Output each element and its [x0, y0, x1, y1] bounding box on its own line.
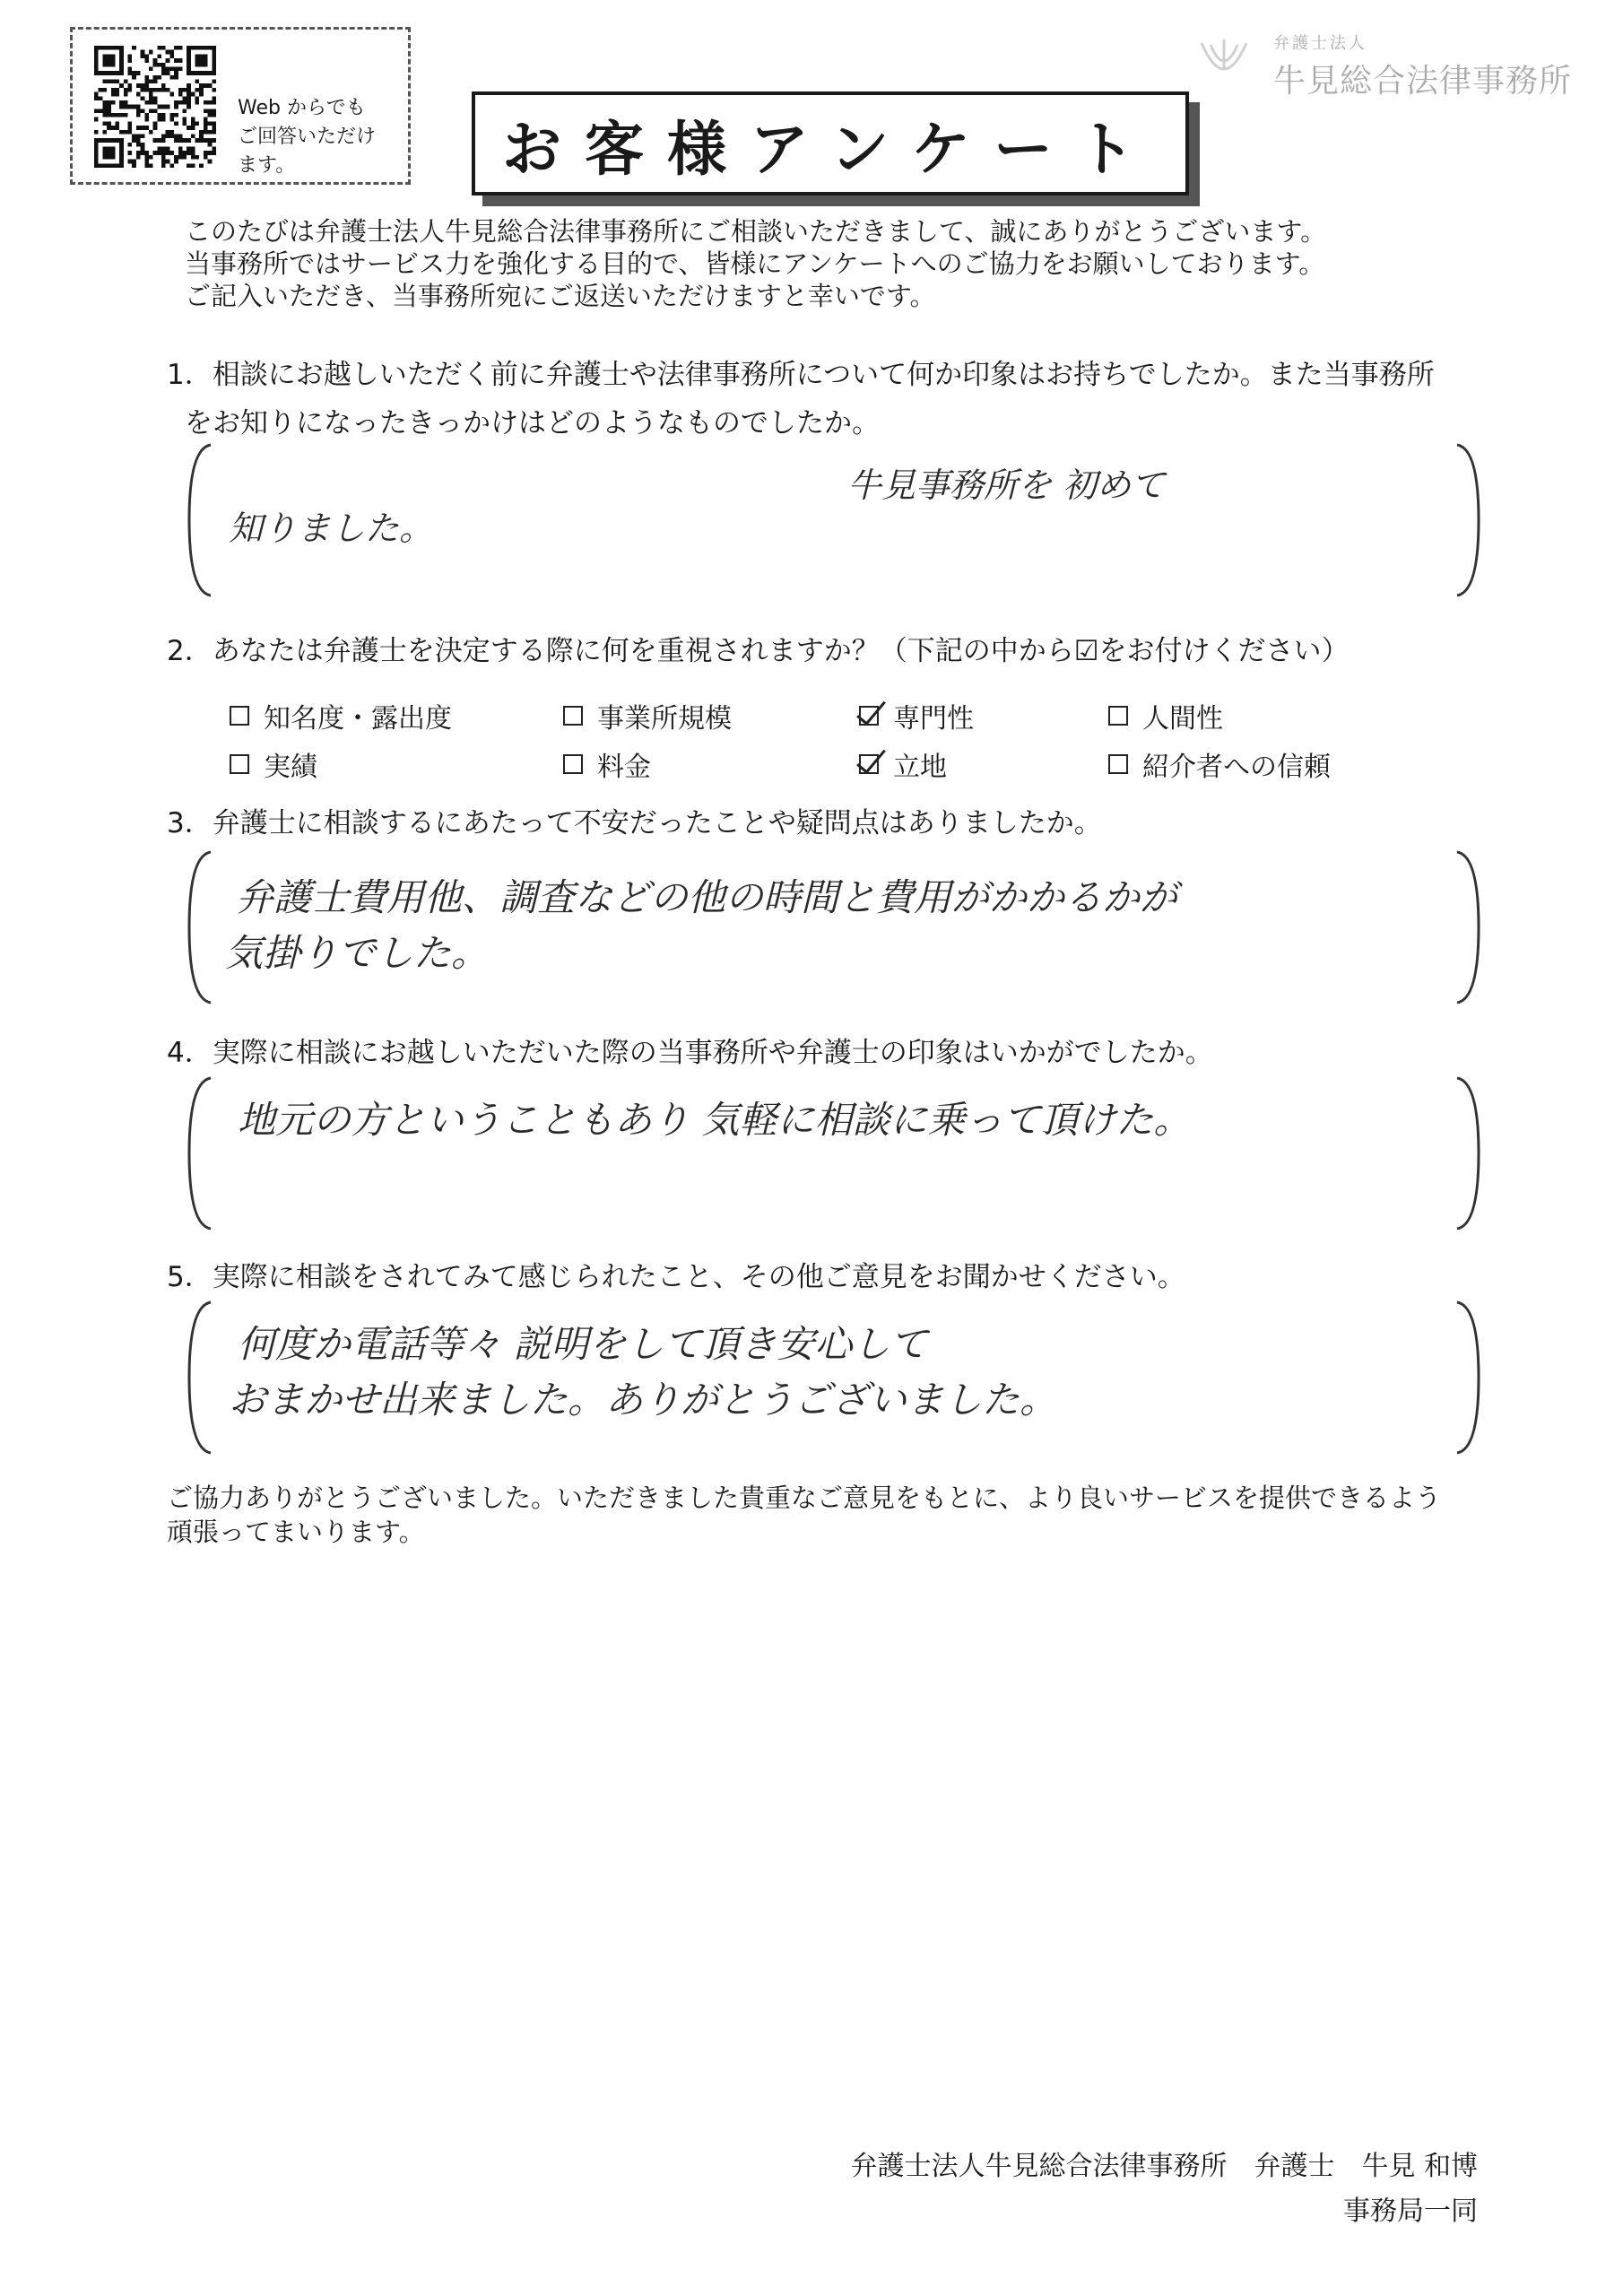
option-label: 事業所規模: [597, 703, 732, 735]
checkbox-icon: [563, 706, 583, 726]
option-label: 人間性: [1142, 703, 1223, 735]
checkbox-icon: [1108, 706, 1128, 726]
answer-4-text-line-1: 地元の方ということもあり 気軽に相談に乗って頂けた。: [238, 1098, 1192, 1142]
checkbox-option-1[interactable]: [230, 696, 452, 735]
answer-5-text-line-2: おまかせ出来ました。ありがとうございました。: [229, 1378, 1058, 1422]
intro-line-1: このたびは弁護士法人牛見総合法律事務所にご相談いただきまして、誠にありがとうございます。: [185, 216, 1327, 247]
question-5: 5．実際に相談をされてみて感じられたこと、その他ご意見をお聞かせください。: [167, 1261, 1185, 1293]
checkbox-icon: [230, 706, 249, 726]
checkbox-option-8[interactable]: [1108, 744, 1331, 784]
qr-caption: Web からでも ご回答いただけ ます。: [238, 97, 377, 177]
question-1-line-2: をお知りになったきっかけはどのようなものでしたか。: [185, 407, 880, 439]
intro-line-3: ご記入いただき、当事務所宛にご返送いただけますと幸いです。: [185, 281, 936, 311]
qr-code-icon[interactable]: [94, 46, 216, 168]
checkbox-option-7[interactable]: [859, 744, 947, 784]
answer-4-field[interactable]: [184, 1073, 1484, 1234]
answer-1-text-line-1: 牛見事務所を 初めて: [847, 465, 1166, 505]
answer-1-field[interactable]: [184, 439, 1484, 601]
checkbox-option-2[interactable]: [563, 696, 732, 735]
signature-staff: 事務局一同: [1343, 2196, 1478, 2227]
answer-3-text-line-1: 弁護士費用他、調査などの他の時間と費用がかかるかが: [236, 875, 1178, 919]
checkbox-checked-icon: [859, 754, 879, 774]
closing-line-2: 頑張ってまいります。: [167, 1517, 425, 1547]
page-title: お客様アンケート: [501, 114, 1159, 184]
answer-3-field[interactable]: [184, 847, 1484, 1008]
qr-code-box: [70, 27, 411, 185]
answer-5-text-line-1: 何度か電話等々 説明をして頂き安心して: [238, 1322, 928, 1366]
option-label: 料金: [597, 752, 651, 783]
checkbox-option-3[interactable]: [859, 696, 974, 735]
title-box: [472, 91, 1189, 196]
option-label: 立地: [893, 752, 947, 783]
checkbox-icon: [230, 754, 249, 774]
question-1-line-1: 1．相談にお越しいただく前に弁護士や法律事務所について何か印象はお持ちでしたか。また当事務所: [167, 359, 1435, 391]
firm-logo: [1193, 27, 1605, 99]
option-label: 紹介者への信頼: [1142, 752, 1331, 783]
question-4: 4．実際に相談にお越しいただいた際の当事務所や弁護士の印象はいかがでしたか。: [167, 1037, 1213, 1069]
option-label: 専門性: [893, 703, 974, 735]
checkbox-checked-icon: [859, 706, 879, 726]
answer-1-text-line-2: 知りました。: [229, 509, 434, 548]
logo-subtitle: 弁護士法人: [1273, 34, 1367, 53]
checkbox-icon: [563, 754, 583, 774]
checkbox-icon: [1108, 754, 1128, 774]
checkbox-option-4[interactable]: [1108, 696, 1223, 735]
signature-firm: 弁護士法人牛見総合法律事務所 弁護士 牛見 和博: [850, 2151, 1478, 2182]
answer-5-field[interactable]: [184, 1297, 1484, 1458]
option-label: 実績: [264, 752, 317, 783]
option-label: 知名度・露出度: [264, 703, 452, 735]
checkbox-option-5[interactable]: [230, 744, 317, 784]
question-2: 2．あなたは弁護士を決定する際に何を重視されますか？（下記の中から☑をお付けください）: [167, 635, 1350, 667]
intro-line-2: 当事務所ではサービス力を強化する目的で、皆様にアンケートへのご協力をお願いしております。: [185, 248, 1325, 279]
question-3: 3．弁護士に相談するにあたって不安だったことや疑問点はありましたか。: [167, 807, 1102, 839]
logo-mark-icon: [1193, 32, 1255, 95]
checkbox-option-6[interactable]: [563, 744, 651, 784]
answer-3-text-line-2: 気掛りでした。: [225, 931, 490, 975]
closing-line-1: ご協力ありがとうございました。いただきました貴重なご意見をもとに、より良いサービスを提供できるよう: [167, 1483, 1442, 1513]
logo-firm-name: 牛見総合法律事務所: [1273, 63, 1573, 100]
